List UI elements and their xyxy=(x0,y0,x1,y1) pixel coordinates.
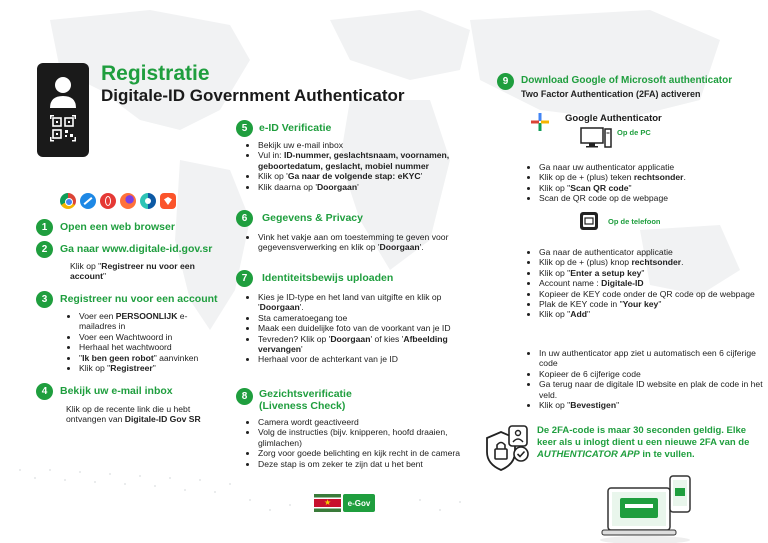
list-item: • Scan de QR code op de webpage xyxy=(539,193,766,203)
list-item: • Klik op de + (plus) teken rechtsonder. xyxy=(539,172,766,182)
list-item: • Ga naar de authenticator applicatie xyxy=(539,247,766,257)
step-2-text: Klik op "Registreer nu voor een account" xyxy=(70,261,195,282)
list-item: • Klik op "Scan QR code" xyxy=(539,183,766,193)
step-9-title: Download Google of Microsoft authenticator xyxy=(521,75,733,86)
list-item: • Plak de KEY code in "Your key" xyxy=(539,299,766,309)
list-item: • Klik op 'Ga naar de volgende stap: eKYC' xyxy=(258,171,470,181)
smartphone-icon xyxy=(578,210,600,232)
list-item: • Vink het vakje aan om toestemming te geven voor gegevensverwerking en klik op 'Doorgaan'. xyxy=(258,232,470,253)
egov-label: e-Gov xyxy=(347,498,371,508)
step-4-title: Bekijk uw e-mail inbox xyxy=(60,385,173,397)
step-3-list xyxy=(66,311,214,373)
step-8-number: 8 xyxy=(236,388,253,405)
step-8-list xyxy=(245,417,470,469)
list-item: • In uw authenticator app ziet u automatisch een 6 cijferige code xyxy=(539,348,766,369)
brave-icon xyxy=(160,193,176,209)
phone-label: Op de telefoon xyxy=(608,217,661,226)
browser-icons xyxy=(60,193,190,211)
step-2-number: 2 xyxy=(36,241,53,258)
list-item: • Account name : Digitale-ID xyxy=(539,278,766,288)
list-item: • Herhaal voor de achterkant van je ID xyxy=(258,354,470,364)
list-item: • Voer een PERSOONLIJK e-mailadres in xyxy=(79,311,214,332)
list-item: • Voer een Wachtwoord in xyxy=(79,332,214,342)
firefox-icon xyxy=(120,193,136,209)
list-item: • Klik op de + (plus) knop rechtsonder. xyxy=(539,257,766,267)
page-subtitle: Digitale-ID Government Authenticator xyxy=(101,86,405,105)
authenticator-name: Google Authenticator xyxy=(565,113,662,124)
list-item: • Kies je ID-type en het land van uitgifte en klik op 'Doorgaan'. xyxy=(258,292,470,313)
list-item: • Vul in: ID-nummer, geslachtsnaam, voornamen, geboortedatum, geslacht, mobiel nummer xyxy=(258,150,470,171)
step-6-list xyxy=(245,232,470,253)
step-1-title: Open een web browser xyxy=(60,221,175,233)
list-item: • Klik op "Bevestigen" xyxy=(539,400,766,410)
list-item: • Ga terug naar de digitale ID website en plak de code in het veld. xyxy=(539,379,766,400)
list-item: • Ga naar uw authenticator applicatie xyxy=(539,162,766,172)
step-3-title: Registreer nu voor een account xyxy=(60,293,218,305)
step-8-title: Gezichtsverificatie (Liveness Check) xyxy=(259,388,352,412)
list-item: • Volg de instructies (bijv. knipperen, hoofd draaien, glimlachen) xyxy=(258,427,470,448)
list-item: • Kopieer de 6 cijferige code xyxy=(539,369,766,379)
warning-text: De 2FA-code is maar 30 seconden geldig. Elke keer als u inlogt dient u een nieuwe 2FA van de AUTHENTICATOR APP in te vullen. xyxy=(537,425,750,460)
step-5-title: e-ID Verificatie xyxy=(259,122,332,134)
safari-icon xyxy=(80,193,96,209)
security-lock-icon xyxy=(481,424,533,474)
list-item: • Tevreden? Klik op 'Doorgaan' of kies 'Afbeelding vervangen' xyxy=(258,334,470,355)
suriname-flag: ★ xyxy=(314,494,341,512)
page-title: Registratie xyxy=(101,62,210,85)
list-item: • Zorg voor goede belichting en kijk recht in de camera xyxy=(258,448,470,458)
list-item: • Klik op "Add" xyxy=(539,309,766,319)
pc-instructions-list xyxy=(526,162,766,204)
desktop-computer-icon xyxy=(580,127,612,149)
list-item: • "Ik ben geen robot" aanvinken xyxy=(79,353,214,363)
list-item: • Bekijk uw e-mail inbox xyxy=(258,140,470,150)
logo-card xyxy=(37,63,89,157)
user-id-icon xyxy=(37,63,89,157)
chrome-icon xyxy=(60,193,76,209)
list-item: • Klik op "Registreer" xyxy=(79,363,214,373)
list-item: • Deze stap is om zeker te zijn dat u het bent xyxy=(258,459,470,469)
list-item: • Sta cameratoegang toe xyxy=(258,313,470,323)
list-item: • Klik op "Enter a setup key" xyxy=(539,268,766,278)
laptop-phone-illustration xyxy=(590,474,700,543)
step-4-text: Klik op de recente link die u hebt ontvangen van Digitale-ID Gov SR xyxy=(66,404,201,425)
step-7-list xyxy=(245,292,470,365)
list-item: • Herhaal het wachtwoord xyxy=(79,342,214,352)
google-authenticator-icon xyxy=(531,113,549,131)
step-6-title: Gegevens & Privacy xyxy=(262,212,363,224)
step-6-number: 6 xyxy=(236,210,253,227)
step-5-list xyxy=(245,140,470,192)
step-5-number: 5 xyxy=(236,120,253,137)
step-2-title: Ga naar www.digitale-id.gov.sr xyxy=(60,243,213,255)
step-3-number: 3 xyxy=(36,291,53,308)
edge-icon xyxy=(140,193,156,209)
step-7-number: 7 xyxy=(236,270,253,287)
step-9-number: 9 xyxy=(497,73,514,90)
step-1-number: 1 xyxy=(36,219,53,236)
final-instructions-list xyxy=(526,348,766,410)
list-item: • Maak een duidelijke foto van de voorkant van je ID xyxy=(258,323,470,333)
list-item: • Klik daarna op 'Doorgaan' xyxy=(258,182,470,192)
phone-instructions-list xyxy=(526,247,766,320)
pc-label: Op de PC xyxy=(617,128,651,137)
step-7-title: Identiteitsbewijs uploaden xyxy=(262,272,394,284)
step-4-number: 4 xyxy=(36,383,53,400)
list-item: • Camera wordt geactiveerd xyxy=(258,417,470,427)
opera-icon xyxy=(100,193,116,209)
step-9-subtitle: Two Factor Authentication (2FA) activeren xyxy=(521,89,701,99)
egov-badge xyxy=(343,494,375,512)
list-item: • Kopieer de KEY code onder de QR code op de webpage xyxy=(539,289,766,299)
